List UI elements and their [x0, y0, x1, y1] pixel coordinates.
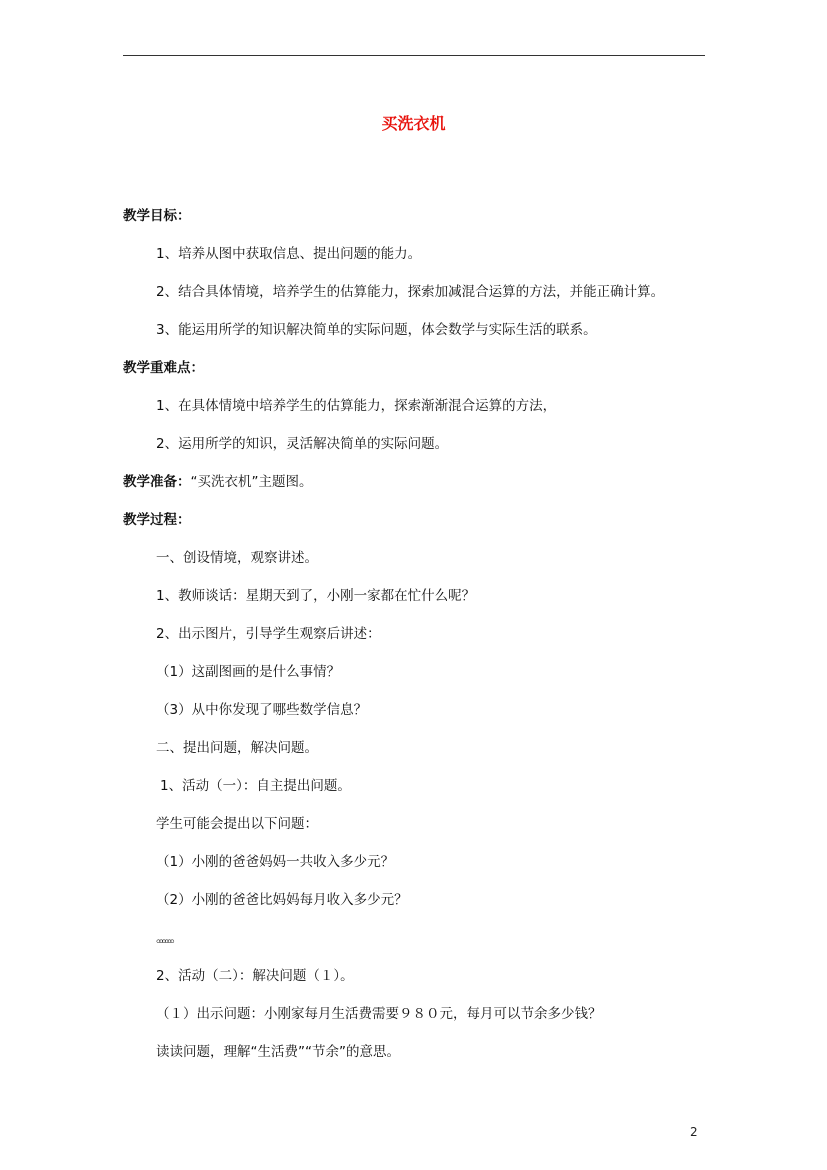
key-points-heading: 教学重难点： [123, 360, 204, 376]
objective-item: 1、培养从图中获取信息、提出问题的能力。 [156, 246, 422, 262]
process-item: 2、活动（二）：解决问题（１）。 [156, 968, 354, 984]
document-title: 买洗衣机 [381, 114, 446, 133]
process-heading: 教学过程： [123, 512, 191, 528]
process-item: 二、提出问题，解决问题。 [156, 740, 318, 756]
process-item: （2）小刚的爸爸比妈妈每月收入多少元？ [156, 892, 408, 908]
objectives-heading: 教学目标： [123, 208, 191, 224]
objective-item: 2、结合具体情境，培养学生的估算能力，探索加减混合运算的方法，并能正确计算。 [156, 284, 665, 300]
header-rule [123, 55, 705, 56]
key-point-item: 2、运用所学的知识，灵活解决简单的实际问题。 [156, 436, 449, 452]
process-item: 。。。。。。 [156, 930, 180, 946]
process-item: 1、教师谈话：星期天到了，小刚一家都在忙什么呢？ [156, 588, 476, 604]
preparation-text: “买洗衣机”主题图。 [190, 474, 313, 490]
process-item: 1、活动（一）：自主提出问题。 [160, 778, 351, 794]
process-item: （1）小刚的爸爸妈妈一共收入多少元？ [156, 854, 395, 870]
process-item: 一、创设情境，观察讲述。 [156, 550, 318, 566]
process-item: （3）从中你发现了哪些数学信息？ [156, 702, 368, 718]
preparation-line [123, 472, 313, 492]
preparation-heading: 教学准备： [123, 474, 191, 490]
process-item: （1）这副图画的是什么事情？ [156, 664, 341, 680]
process-item: 2、出示图片，引导学生观察后讲述： [156, 626, 381, 642]
page-number: 2 [690, 1125, 698, 1139]
process-item: （１）出示问题：小刚家每月生活费需要９８０元，每月可以节余多少钱？ [156, 1006, 602, 1022]
process-item: 学生可能会提出以下问题： [156, 816, 318, 832]
objective-item: 3、能运用所学的知识解决简单的实际问题，体会数学与实际生活的联系。 [156, 322, 597, 338]
process-item: 读读问题，理解“生活费”“节余”的意思。 [156, 1044, 400, 1060]
key-point-item: 1、在具体情境中培养学生的估算能力，探索渐渐混合运算的方法， [156, 398, 557, 414]
